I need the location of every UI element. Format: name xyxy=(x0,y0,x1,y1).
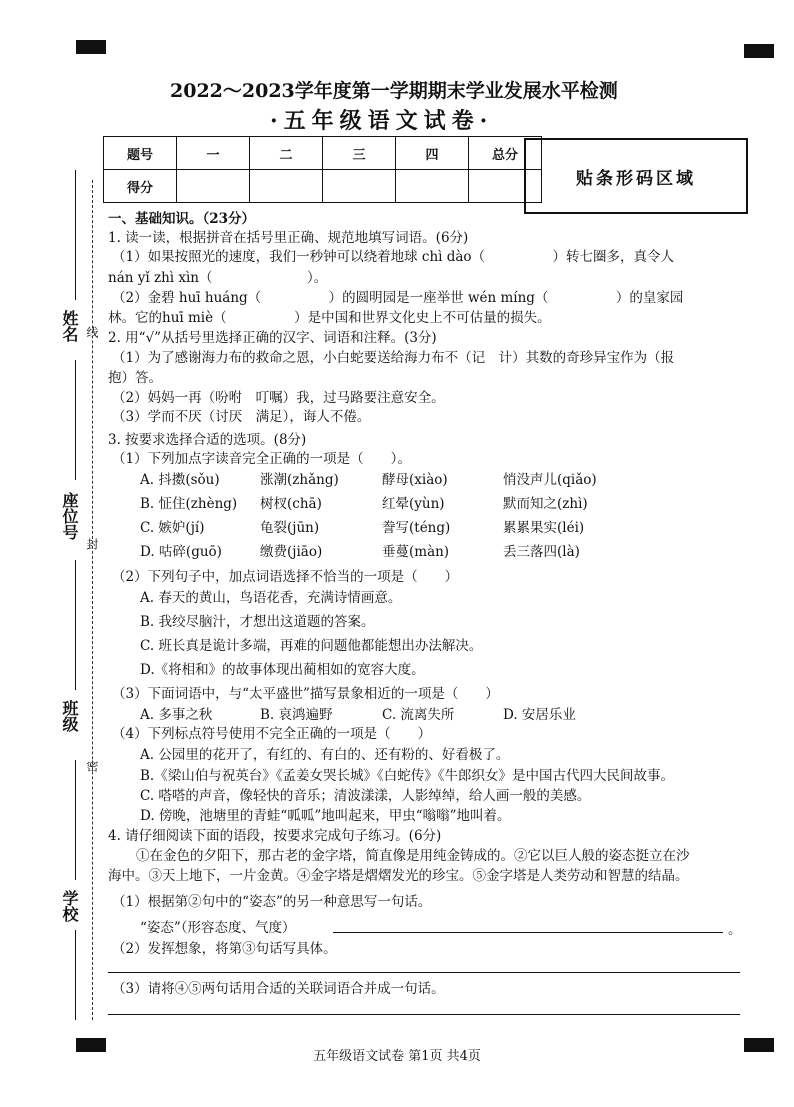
option: 缴费(jiāo) xyxy=(260,544,323,560)
option: 酵母(xiào) xyxy=(382,472,448,488)
option: 红晕(yùn) xyxy=(382,496,445,512)
option: C. 班长真是诡计多端，再难的问题他都能想出办法解决。 xyxy=(140,638,483,654)
question-line: （1）为了感谢海力布的救命之恩，小白蛇要送给海力布不（记 计）其数的奇珍异宝作为（报 xyxy=(112,350,675,366)
option: D.《将相和》的故事体现出蔺相如的宽容大度。 xyxy=(140,662,425,678)
sub-question: （1）下列加点字读音完全正确的一项是（ ）。 xyxy=(112,451,411,467)
option: 涨潮(zhǎng) xyxy=(260,472,339,488)
option: 誊写(téng) xyxy=(382,520,451,536)
sub-question: （2）发挥想象，将第③句话写具体。 xyxy=(112,941,337,957)
score-input-cell[interactable] xyxy=(177,170,250,203)
question-stem: 2. 用“√”从括号里选择正确的汉字、词语和注释。(3分) xyxy=(108,330,437,346)
question-line: nán yǐ zhì xìn（ ）。 xyxy=(108,270,328,286)
option: D. 傍晚，池塘里的青蛙“呱呱”地叫起来，甲虫“嗡嗡”地叫着。 xyxy=(140,808,511,824)
seat-label: 座位号 xyxy=(60,492,79,540)
answer-line[interactable] xyxy=(108,972,740,973)
question-line: （1）如果按照光的速度，我们一秒钟可以绕着地球 chì dào（ ）转七圈多，真令人 xyxy=(112,249,675,265)
score-header-cell: 一 xyxy=(177,137,250,170)
option: D. 安居乐业 xyxy=(503,707,576,723)
side-line xyxy=(75,760,76,880)
question-line: 林。它的huī miè（ ）是中国和世界文化史上不可估量的损失。 xyxy=(108,310,551,326)
barcode-area xyxy=(524,138,748,214)
score-header-cell: 三 xyxy=(323,137,396,170)
option: B. 怔住(zhèng) xyxy=(140,496,238,512)
score-input-cell[interactable] xyxy=(250,170,323,203)
score-input-cell[interactable] xyxy=(323,170,396,203)
option: A. 抖擞(sǒu) xyxy=(140,472,220,488)
side-line xyxy=(75,560,76,690)
sub-question: （1）根据第②句中的“姿态”的另一种意思写一句话。 xyxy=(112,894,432,910)
option: 垂蔓(màn) xyxy=(382,544,450,560)
option: B. 哀鸿遍野 xyxy=(260,707,333,723)
question-line: （2）妈妈一再（吩咐 叮嘱）我，过马路要注意安全。 xyxy=(112,390,445,406)
option: 悄没声儿(qiǎo) xyxy=(503,472,597,488)
line-mark: 线 xyxy=(85,326,99,338)
class-label: 班级 xyxy=(60,700,79,732)
answer-line[interactable] xyxy=(108,1014,740,1015)
binding-dashed-line xyxy=(92,180,93,1020)
seal-mark: 封 xyxy=(85,538,99,550)
question-line: 抱）答。 xyxy=(108,370,162,386)
sub-question: （4）下列标点符号使用不完全正确的一项是（ ） xyxy=(112,726,432,742)
side-line xyxy=(75,170,76,300)
sub-question: （3）下面词语中，与“太平盛世”描写景象相近的一项是（ ） xyxy=(112,686,499,702)
hint-text: “姿态”（形容态度、气度） xyxy=(140,920,296,936)
score-row-label: 得分 xyxy=(104,170,177,203)
option: C. 嫉妒(jí) xyxy=(140,520,205,536)
exam-title: 2022～2023学年度第一学期期末学业发展水平检测 xyxy=(170,80,618,102)
page-footer: 五年级语文试卷 第1页 共4页 xyxy=(313,1049,481,1064)
option: B.《梁山伯与祝英台》《孟姜女哭长城》《白蛇传》《牛郎织女》是中国古代四大民间故事。 xyxy=(140,768,674,784)
score-header-cell: 总分 xyxy=(469,137,542,170)
barcode-label: 贴条形码区域 xyxy=(576,168,696,189)
option: 丢三落四(là) xyxy=(503,544,580,560)
option: A. 多事之秋 xyxy=(140,707,213,723)
sentence-end: 。 xyxy=(728,922,742,938)
side-line xyxy=(75,930,76,1020)
score-header-cell: 题号 xyxy=(104,137,177,170)
question-stem: 3. 按要求选择合适的选项。(8分) xyxy=(108,432,307,448)
passage-line: ①在金色的夕阳下，那古老的金字塔，简直像是用纯金铸成的。②它以巨人般的姿态挺立在沙 xyxy=(136,848,690,864)
school-label: 学校 xyxy=(60,890,79,922)
option: 树杈(chā) xyxy=(260,496,322,512)
registration-mark-top-left xyxy=(76,40,106,54)
option: A. 春天的黄山，鸟语花香，充满诗情画意。 xyxy=(140,590,402,606)
option: C. 嗒嗒的声音，像轻快的音乐；清波漾漾，人影绰绰，给人画一般的美感。 xyxy=(140,788,591,804)
option: C. 流离失所 xyxy=(382,707,455,723)
section-heading: 一、基础知识。（23分） xyxy=(108,211,256,227)
question-stem: 1. 读一读，根据拼音在括号里正确、规范地填写词语。(6分) xyxy=(108,230,469,246)
question-stem: 4. 请仔细阅读下面的语段，按要求完成句子练习。(6分) xyxy=(108,828,442,844)
option: B. 我绞尽脑汁，才想出这道题的答案。 xyxy=(140,614,375,630)
side-line xyxy=(75,360,76,480)
score-header-cell: 四 xyxy=(396,137,469,170)
exam-subtitle: ·五年级语文试卷· xyxy=(270,108,494,134)
question-line: （2）金碧 huī huáng（ ）的圆明园是一座举世 wén míng（ ）的皇家园 xyxy=(112,290,684,306)
sub-question: （2）下列句子中，加点词语选择不恰当的一项是（ ） xyxy=(112,569,459,585)
passage-line: 海中。③天上地下，一片金黄。④金字塔是熠熠发光的珍宝。⑤金字塔是人类劳动和智慧的结晶。 xyxy=(108,868,689,884)
option: 龟裂(jūn) xyxy=(260,520,320,536)
option: D. 咕碎(guō) xyxy=(140,544,222,560)
score-input-cell[interactable] xyxy=(396,170,469,203)
score-header-cell: 二 xyxy=(250,137,323,170)
question-line: （3）学而不厌（讨厌 满足），诲人不倦。 xyxy=(112,409,371,425)
registration-mark-top-right xyxy=(744,44,774,58)
option: 累累果实(léi) xyxy=(503,520,585,536)
score-table xyxy=(103,136,542,203)
dense-mark: 密 xyxy=(85,760,99,772)
option: 默而知之(zhì) xyxy=(503,496,588,512)
sub-question: （3）请将④⑤两句话用合适的关联词语合并成一句话。 xyxy=(112,981,445,997)
option: A. 公园里的花开了，有红的、有白的、还有粉的、好看极了。 xyxy=(140,747,510,763)
name-label: 姓名 xyxy=(60,310,79,342)
answer-line[interactable] xyxy=(333,932,723,933)
